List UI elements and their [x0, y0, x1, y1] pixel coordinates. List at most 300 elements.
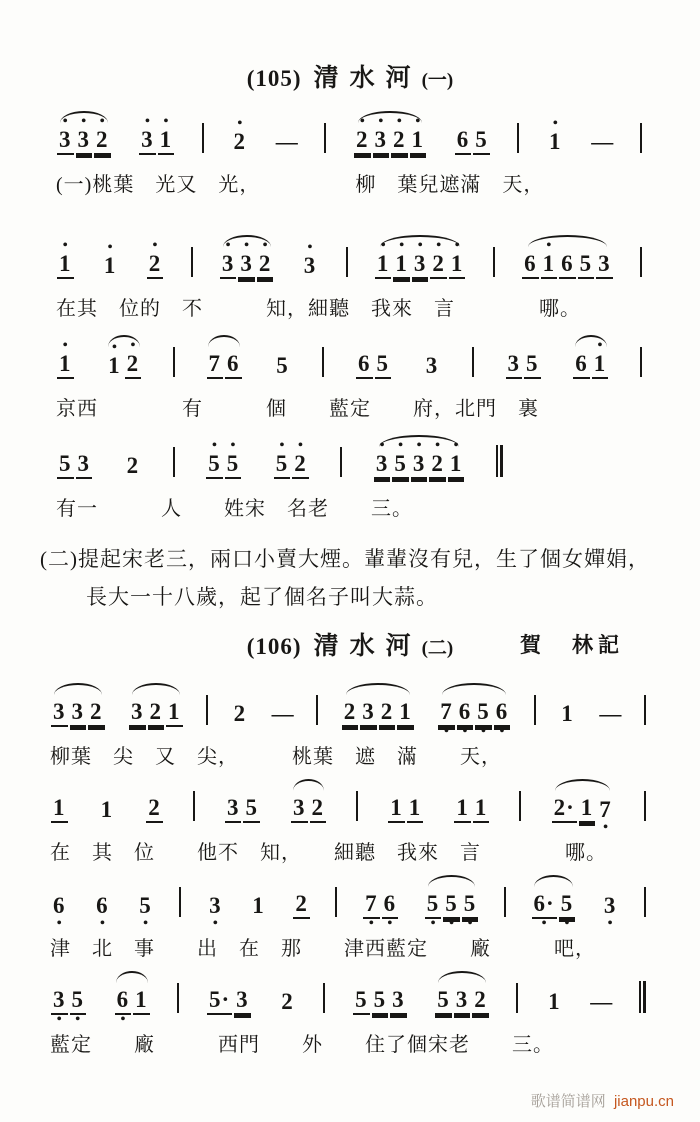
note-group — [136, 883, 155, 931]
note-value: 1 — [252, 893, 265, 918]
note-value: 1 — [393, 250, 410, 279]
octave-dot-below — [397, 1015, 401, 1024]
octave-dot-above — [238, 691, 242, 700]
octave-dot-above — [140, 977, 144, 986]
note-group — [50, 883, 69, 931]
octave-dot-below — [226, 279, 230, 288]
note — [473, 117, 490, 164]
octave-dot-above: • — [435, 438, 441, 453]
note-value: 5 — [243, 794, 260, 823]
lyric-line: 藍定 廠 西門 外 住了個宋老 三。 — [50, 1034, 554, 1056]
note-group — [437, 689, 511, 739]
note-value: 1 — [549, 129, 562, 154]
note-value: 2 — [148, 698, 165, 727]
octave-dot-below — [218, 1015, 222, 1024]
note-value: 3 — [57, 126, 74, 155]
octave-dot-below — [529, 279, 533, 288]
note — [225, 785, 242, 832]
octave-dot-below — [105, 823, 109, 832]
octave-dot-below — [404, 727, 408, 736]
note-value: 3 — [303, 253, 317, 278]
note — [462, 881, 479, 931]
barline-icon — [517, 123, 519, 153]
note-group — [224, 785, 261, 832]
duration-dash: — — [591, 129, 614, 154]
octave-dot-below — [531, 379, 535, 388]
octave-dot-below — [213, 379, 217, 388]
octave-dot-below — [480, 155, 484, 164]
barline-icon — [504, 887, 506, 917]
note — [579, 785, 596, 832]
note-value: 7 — [363, 890, 380, 919]
octave-dot-below: • — [143, 916, 148, 931]
octave-dot-above — [154, 689, 158, 698]
octave-dot-below — [241, 1015, 245, 1024]
octave-dot-below — [367, 727, 371, 736]
octave-dot-above: • — [99, 114, 105, 129]
note — [392, 438, 409, 488]
octave-dot-above — [404, 689, 408, 698]
octave-dot-above — [58, 785, 62, 794]
octave-dot-above — [360, 977, 364, 986]
note — [207, 883, 224, 931]
note-value: 2 — [472, 986, 489, 1015]
note — [407, 785, 424, 832]
note — [57, 238, 74, 288]
octave-dot-above — [348, 689, 352, 698]
octave-dot-above — [460, 977, 464, 986]
octave-dot-below — [580, 379, 584, 388]
octave-dot-above — [531, 341, 535, 350]
note-group — [341, 689, 415, 736]
note-value: 1 — [448, 450, 465, 479]
octave-dot-above — [241, 977, 245, 986]
note — [559, 881, 576, 931]
note-value: 3 — [360, 698, 377, 727]
octave-dot-below — [153, 279, 157, 288]
octave-dot-above: • — [144, 114, 150, 129]
note — [449, 238, 466, 288]
note-group — [93, 883, 112, 931]
note-group — [572, 338, 609, 388]
watermark-site-url[interactable]: jianpu.cn — [613, 1093, 674, 1110]
note-value: 5 — [473, 126, 490, 155]
octave-dot-above: • — [379, 438, 385, 453]
note-group — [558, 691, 577, 736]
note — [430, 238, 447, 288]
note — [133, 977, 150, 1024]
note-group — [292, 881, 311, 928]
octave-dot-below: • — [481, 724, 486, 739]
note-value: 5 — [462, 890, 479, 919]
barline-icon — [173, 347, 175, 377]
barline-icon — [324, 123, 326, 153]
note — [57, 338, 74, 388]
note — [342, 689, 359, 736]
octave-dot-above — [482, 689, 486, 698]
octave-dot-above — [468, 881, 472, 890]
note-value: 2 — [281, 989, 294, 1014]
music-line — [50, 780, 646, 835]
note — [76, 114, 93, 164]
note-value: 3 — [374, 450, 391, 479]
note-value: 1 — [579, 794, 596, 823]
octave-dot-above: • — [396, 114, 402, 129]
note-group — [273, 438, 310, 488]
note — [411, 438, 428, 488]
octave-dot-below — [58, 823, 62, 832]
note-group — [231, 691, 250, 736]
octave-dot-above — [413, 785, 417, 794]
note-group — [50, 785, 69, 832]
note-value: 1 — [375, 250, 392, 279]
octave-dot-above — [58, 977, 62, 986]
octave-dot-below — [257, 919, 261, 928]
lyric-line: (一)桃葉 光又 光， 柳 葉兒遮滿 天， — [56, 174, 545, 196]
note — [454, 977, 471, 1024]
note — [596, 241, 613, 288]
music-line — [56, 336, 642, 388]
note-group — [138, 114, 175, 164]
note-value: 3 — [76, 450, 93, 479]
octave-dot-below — [379, 155, 383, 164]
note — [147, 238, 164, 288]
note-value: 1 — [57, 350, 74, 379]
note-value: 5 — [392, 450, 409, 479]
octave-dot-below — [299, 479, 303, 488]
note — [390, 977, 407, 1024]
note — [372, 977, 389, 1024]
octave-dot-above: • — [359, 114, 365, 129]
octave-dot-below: • — [368, 916, 374, 931]
note — [457, 689, 474, 739]
octave-dot-above — [213, 341, 217, 350]
lyric-line: 在 其 位 他不 知， 細聽 我來 言 哪。 — [50, 842, 607, 864]
note — [279, 979, 296, 1024]
note — [354, 114, 371, 164]
octave-dot-above — [82, 441, 86, 450]
note — [94, 114, 111, 164]
lyric-line: 有一 人 姓宋 名老 三。 — [56, 498, 413, 520]
note-value: 5 — [372, 986, 389, 1015]
octave-dot-above — [430, 343, 434, 352]
recorder-credit: 賀 林記 — [520, 633, 624, 657]
octave-dot-below — [399, 479, 403, 488]
note — [592, 338, 609, 388]
octave-dot-above — [450, 881, 454, 890]
note — [412, 238, 429, 288]
note-value: 3 — [209, 893, 222, 918]
note-value: 3 — [220, 250, 237, 279]
octave-dot-above — [367, 689, 371, 698]
note — [99, 787, 116, 832]
note — [106, 340, 123, 388]
note-value: 1 — [108, 353, 121, 378]
barline-icon — [493, 247, 495, 277]
note-value: 1 — [561, 701, 574, 726]
barline-icon — [534, 695, 536, 725]
note-value: 1 — [449, 250, 466, 279]
note — [375, 341, 392, 388]
note — [455, 117, 472, 164]
octave-dot-below — [108, 279, 112, 288]
note-value: 1 — [454, 794, 471, 823]
note — [274, 438, 291, 488]
watermark-site-name: 歌谱简谱网 — [530, 1093, 606, 1110]
octave-dot-below: • — [75, 1012, 81, 1027]
note-value: 2 — [146, 794, 163, 823]
octave-dot-above: • — [398, 438, 404, 453]
octave-dot-below — [300, 919, 304, 928]
octave-dot-below — [385, 727, 389, 736]
note-group — [50, 977, 87, 1027]
note — [454, 785, 471, 832]
note-value: 3 — [51, 698, 68, 727]
note-value: 3 — [390, 986, 407, 1015]
octave-dot-below: • — [212, 916, 218, 931]
note-group — [128, 689, 184, 736]
note — [293, 881, 310, 928]
note — [375, 238, 392, 288]
octave-dot-below: • — [541, 916, 547, 931]
octave-dot-below: • — [462, 724, 468, 739]
note — [356, 341, 373, 388]
octave-dot-below — [566, 727, 570, 736]
octave-dot-above — [370, 881, 374, 890]
octave-dot-above — [257, 883, 261, 892]
octave-dot-above: • — [130, 338, 136, 353]
note-value: 3 — [291, 794, 308, 823]
octave-dot-below — [547, 279, 551, 288]
note — [546, 979, 563, 1024]
note — [424, 343, 441, 388]
note — [353, 977, 370, 1024]
note-group — [50, 689, 106, 736]
music-line — [50, 972, 646, 1027]
octave-dot-above — [397, 977, 401, 986]
octave-dot-above: • — [152, 238, 158, 253]
note — [472, 977, 489, 1024]
barline-icon — [516, 983, 518, 1013]
score-line — [50, 876, 646, 972]
note-value: 2 — [126, 453, 140, 478]
octave-dot-above: • — [244, 238, 250, 253]
note-group — [551, 785, 615, 835]
note-group — [56, 114, 112, 164]
note — [425, 881, 442, 931]
octave-dot-below — [238, 727, 242, 736]
octave-dot-above — [363, 341, 367, 350]
note — [146, 785, 163, 832]
note-group — [105, 338, 142, 388]
octave-dot-below — [416, 155, 420, 164]
duration-dash: — — [590, 989, 613, 1014]
note — [274, 343, 291, 388]
score-line — [50, 972, 646, 1068]
note — [547, 116, 564, 164]
barline-icon — [519, 791, 521, 821]
octave-dot-above: • — [436, 238, 442, 253]
octave-dot-below — [566, 279, 570, 288]
barline-icon — [640, 347, 642, 377]
octave-dot-below — [213, 479, 217, 488]
note-group — [531, 881, 577, 931]
note-group — [423, 343, 442, 388]
octave-dot-above — [218, 977, 222, 986]
octave-dot-below — [113, 379, 117, 388]
note-group — [355, 341, 392, 388]
note-group — [374, 238, 467, 288]
octave-dot-above — [463, 689, 467, 698]
note-value: 2 — [342, 698, 359, 727]
octave-dot-above: • — [211, 438, 217, 453]
octave-dot-below — [164, 155, 168, 164]
note-value: 5 — [425, 890, 442, 919]
octave-dot-below — [58, 727, 62, 736]
note — [559, 691, 576, 736]
note-value: 5 — [225, 450, 242, 479]
octave-dot-below — [76, 727, 80, 736]
note-group — [249, 883, 268, 928]
octave-dot-above: • — [453, 438, 459, 453]
octave-dot-above: • — [225, 238, 231, 253]
note-group — [434, 977, 490, 1024]
score-line — [56, 436, 642, 536]
note — [541, 238, 558, 288]
octave-dot-below — [430, 379, 434, 388]
note-group — [387, 785, 424, 832]
octave-dot-below — [442, 1015, 446, 1024]
octave-dot-above — [250, 785, 254, 794]
note — [158, 114, 175, 164]
note — [76, 441, 93, 488]
octave-dot-above — [461, 117, 465, 126]
note-value: 3 — [51, 986, 68, 1015]
octave-dot-below — [153, 823, 157, 832]
octave-dot-above — [298, 785, 302, 794]
note — [379, 689, 396, 736]
barline-icon — [640, 123, 642, 153]
note-value: 2 — [354, 126, 371, 155]
note — [302, 240, 319, 288]
note — [232, 116, 249, 164]
barline-icon — [644, 791, 646, 821]
note-value: 6 — [382, 890, 399, 919]
note-value: 5 — [274, 450, 291, 479]
note — [292, 438, 309, 488]
octave-dot-below — [562, 823, 566, 832]
octave-dot-below — [554, 155, 558, 164]
octave-dot-below — [64, 479, 68, 488]
barline-icon — [346, 247, 348, 277]
note-value: 1 — [103, 253, 117, 278]
octave-dot-above: • — [417, 238, 423, 253]
note-value: 2 — [293, 890, 310, 919]
note — [225, 341, 242, 388]
note-value: 3 — [129, 698, 146, 727]
note — [70, 977, 87, 1027]
barline-icon — [179, 887, 181, 917]
note-value: 1 — [407, 794, 424, 823]
note-value: 5 — [559, 890, 576, 919]
octave-dot-above — [542, 881, 546, 890]
barline-icon — [202, 123, 204, 153]
octave-dot-below — [250, 823, 254, 832]
note-group — [545, 979, 564, 1024]
octave-dot-below — [245, 279, 249, 288]
note-value: 6 — [225, 350, 242, 379]
octave-dot-above — [64, 441, 68, 450]
octave-dot-above — [58, 689, 62, 698]
note — [220, 238, 237, 288]
octave-dot-below — [231, 479, 235, 488]
octave-dot-above — [385, 689, 389, 698]
note-value: 2 — [233, 701, 247, 726]
barline-icon — [322, 347, 324, 377]
barline-icon — [335, 887, 337, 917]
lyric-line: 京西 有 個 藍定 府，北門 裏 — [56, 398, 539, 420]
note-value: 3 — [596, 250, 613, 279]
note-group — [206, 341, 243, 388]
octave-dot-below: • — [56, 1012, 62, 1027]
octave-dot-below: • — [387, 916, 393, 931]
octave-dot-above — [580, 341, 584, 350]
music-line — [56, 236, 642, 288]
octave-dot-below — [173, 727, 177, 736]
note-group — [453, 785, 490, 832]
note-group — [353, 114, 427, 164]
note — [102, 240, 119, 288]
note-value: 2 — [257, 250, 274, 279]
note — [602, 883, 619, 931]
octave-dot-above — [231, 785, 235, 794]
note-group — [206, 883, 225, 931]
note-group — [290, 785, 327, 832]
lyric-line: 柳葉 尖 又 尖， 桃葉 遮 滿 天， — [50, 746, 502, 768]
barline-icon — [316, 695, 318, 725]
octave-dot-above — [131, 443, 135, 452]
duration-dash: — — [599, 701, 622, 726]
note — [374, 438, 391, 488]
octave-dot-below — [131, 379, 135, 388]
octave-dot-above — [603, 241, 607, 250]
note-value: 1 — [133, 986, 150, 1015]
octave-dot-below — [417, 479, 421, 488]
note-value: 1 — [166, 698, 183, 727]
note-group — [205, 438, 242, 488]
note-value: 5 — [276, 353, 289, 378]
octave-dot-below — [381, 379, 385, 388]
note-value: 6 — [115, 986, 132, 1015]
octave-dot-above: • — [415, 114, 421, 129]
octave-dot-above — [136, 689, 140, 698]
note-value: 3 — [225, 794, 242, 823]
music-line — [50, 876, 646, 931]
song-title-106 — [0, 626, 700, 662]
octave-dot-below — [82, 155, 86, 164]
octave-dot-above — [153, 785, 157, 794]
octave-dot-below — [308, 279, 312, 288]
note-value: 3 — [454, 986, 471, 1015]
note-value: 3 — [412, 250, 429, 279]
octave-dot-above — [101, 883, 105, 892]
note-group — [424, 881, 480, 931]
barline-icon — [644, 887, 646, 917]
song-part: (二) — [421, 638, 454, 659]
note-group — [56, 338, 75, 388]
note-value: 7 — [438, 698, 455, 727]
note-value: 6 — [494, 698, 511, 727]
